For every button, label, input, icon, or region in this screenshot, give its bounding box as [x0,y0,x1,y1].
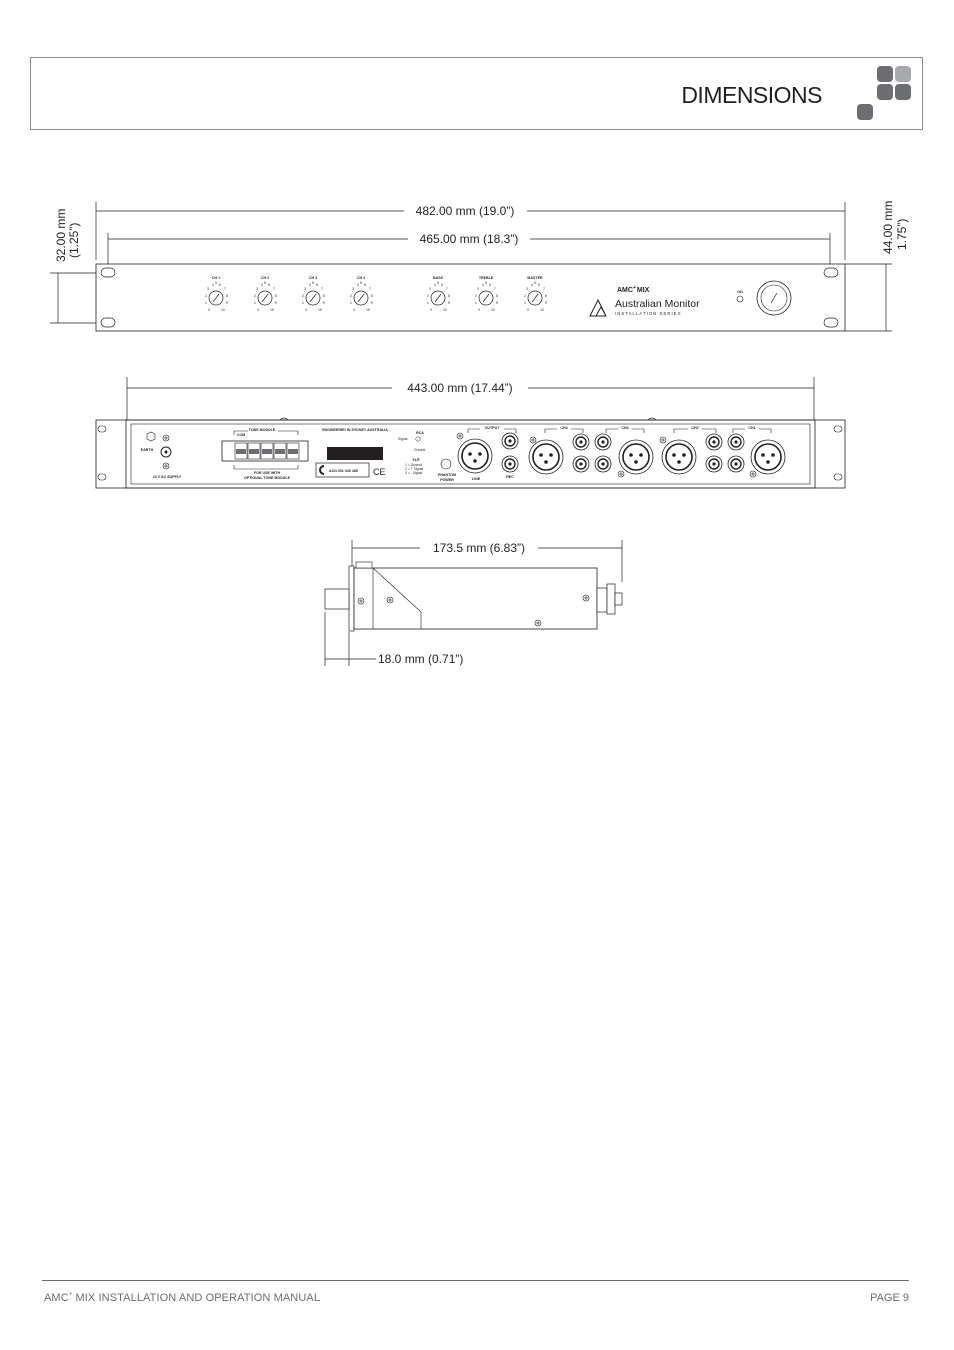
footer-rule [42,1280,909,1281]
earth-label: EARTH [140,448,154,452]
svg-text:RCA: RCA [416,431,424,435]
svg-text:CH3: CH3 [621,426,629,430]
brand-series: INSTALLATION SERIES [615,311,682,316]
svg-text:TONE MODULE: TONE MODULE [248,428,276,432]
depth-label: 173.5 mm (6.83”) [432,541,526,555]
svg-text:OUTPUT: OUTPUT [484,426,500,430]
svg-text:3 = - Signal: 3 = - Signal [405,471,423,475]
svg-text:CH 2: CH 2 [260,276,270,280]
acn-label: ACN 001 345 485 [329,469,358,473]
svg-text:2 = + Signal: 2 = + Signal [405,467,424,471]
svg-text:COM: COM [236,433,246,437]
svg-text:CH 1: CH 1 [211,276,221,280]
svg-text:1 = Ground: 1 = Ground [405,463,423,467]
svg-text:CH2: CH2 [691,426,699,430]
footer-manual-title: AMC+ MIX INSTALLATION AND OPERATION MANUAL [44,1292,321,1304]
svg-text:CH 4: CH 4 [356,276,366,280]
svg-text:Ground: Ground [414,448,426,452]
dimension-drawings: 9 10 482.00 mm (19.0”) 465.00 mm (18.3”) 32.00 mm (1.25”) 44.00 mm 1.75”) CH 1 CH 2 CH 3 CH 4 BASS TREBLE MASTER AMC+MIX Australian Monitor INSTALLATION SERIES ON 443.00 mm (17.44”) EARTH 24 V AC SUPPLY TONE MODULE COM FOR USE WITH OPTIONAL TONE MODULE ENGINEERED IN SYDNEY AUSTRALIA ACN 001 345 485 CE RCA Signal Ground XLR 1 = Ground 2 = + Signal 3 = - Signal PHANTOM POWER OUTPUT LINE REC CH4 CH3 CH2 CH1 173.5 mm (6.83”) 18.0 mm (0.71”) [5,3,909,666]
phantom-label-line2: POWER [440,478,454,482]
svg-text:BASS: BASS [433,276,443,280]
supply-label: 24 V AC SUPPLY [152,475,182,479]
hole-height-label-line1: 32.00 mm [54,208,68,262]
svg-text:MASTER: MASTER [527,276,543,280]
svg-text:LINE: LINE [471,477,481,481]
power-led-icon [737,296,743,302]
svg-text:TREBLE: TREBLE [478,276,494,280]
ce-mark: CE [373,467,386,477]
rear-view [96,377,845,488]
power-switch-icon [757,281,791,315]
panel-height-label-line2: 1.75”) [895,218,909,250]
page-number: PAGE 9 [870,1292,909,1304]
svg-text:Signal: Signal [398,437,408,441]
svg-text:CH1: CH1 [748,426,756,430]
power-label: ON [737,290,743,294]
serial-plate [327,447,383,460]
hole-height-label-line2: (1.25”) [67,222,81,258]
phantom-label-line1: PHANTOM [437,473,457,477]
earth-terminal-icon [147,432,155,441]
svg-text:OPTIONAL TONE MODULE: OPTIONAL TONE MODULE [244,476,290,480]
svg-text:AMC+MIX: AMC+MIX [617,285,650,294]
panel-height-label-line1: 44.00 mm [881,200,895,254]
rear-width-label: 443.00 mm (17.44”) [407,381,513,395]
svg-text:REC: REC [506,475,514,479]
side-view [325,540,622,666]
hole-spacing-label: 465.00 mm (18.3”) [419,232,519,246]
svg-text:CH4: CH4 [560,426,568,430]
engineered-label: ENGINEERED IN SYDNEY AUSTRALIA [322,428,388,432]
phantom-switch-icon [441,459,451,469]
svg-text:XLR: XLR [412,458,420,462]
overall-width-label: 482.00 mm (19.0”) [415,204,515,218]
protrusion-label: 18.0 mm (0.71”) [378,652,464,666]
page-title: DIMENSIONS [681,82,822,108]
svg-text:CH 3: CH 3 [308,276,318,280]
brand-name: Australian Monitor [615,298,700,310]
front-view [50,201,909,331]
svg-text:FOR USE WITH: FOR USE WITH [253,471,281,475]
